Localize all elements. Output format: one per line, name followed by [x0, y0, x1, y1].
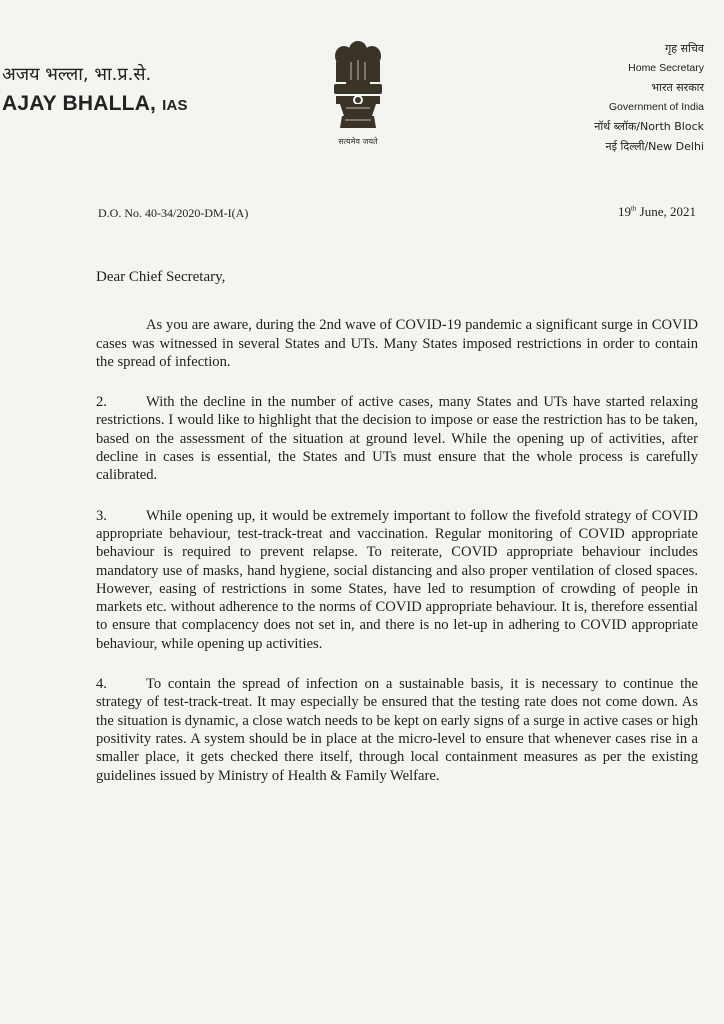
- office-block: नॉर्थ ब्लॉक/North Block: [594, 119, 704, 133]
- national-emblem-icon: [318, 36, 398, 154]
- sender-name-text: AJAY BHALLA,: [2, 92, 157, 115]
- paragraph-1: [96, 316, 698, 371]
- paragraph-text: To contain the spread of infection on a sustainable basis, it is necessary to continue the strategy of test-track-treat. It may especially be ensured that the testing rate does not come down. As the situation is dynamic, a close watch needs to be kept on early signs of a surge in active cases or high positivity rates. A system should be in place at the micro-level to ensure that whenever cases rise in a smaller place, it gets checked there itself, through local containment measures as per the existing guidelines issued by Ministry of Health & Family Welfare.: [96, 676, 698, 784]
- government-name-hindi: भारत सरकार: [651, 80, 704, 94]
- office-city: नई दिल्ली/New Delhi: [605, 139, 704, 153]
- date-month-year: June, 2021: [636, 204, 696, 219]
- emblem-motto: सत्यमेव जयते: [338, 137, 378, 146]
- salutation: Dear Chief Secretary,: [96, 269, 226, 285]
- paragraph-text: As you are aware, during the 2nd wave of COVID-19 pandemic a significant surge in COVID cases was witnessed in several States and UTs. Many States imposed restrictions in order to contain the spread of infection.: [96, 317, 698, 370]
- date-day: 19: [617, 204, 631, 219]
- sender-name-hindi: अजय भल्ला, भा.प्र.से.: [2, 64, 152, 85]
- paragraph-3: [96, 507, 698, 653]
- sender-service-suffix: IAS: [162, 97, 188, 114]
- paragraph-number: 3.: [96, 507, 107, 524]
- paragraph-text: While opening up, it would be extremely important to follow the fivefold strategy of COVID appropriate behaviour, test-track-treat and vaccination. Regular monitoring of COVID appropriate behaviour is required to prevent relapse. To reiterate, COVID appropriate behaviour includes mandatory use of masks, hand hygiene, social distancing and also proper ventilation of closed spaces. However, easing of restrictions in some States, have led to resumption of crowding of people in markets etc. without adherence to the norms of COVID appropriate behaviour. It is, therefore essential to ensure that complacency does not set in, and there is no let-up in adhering to COVID appropriate behaviour, while opening up activities.: [96, 507, 698, 652]
- letter-date: [618, 204, 696, 220]
- letter-body: [96, 268, 698, 807]
- paragraph-4: [96, 675, 698, 785]
- paragraph-number: 2.: [96, 394, 107, 411]
- paragraph-2: [96, 393, 698, 484]
- office-address: [554, 42, 704, 159]
- office-title: Home Secretary: [628, 61, 704, 74]
- government-name: Government of India: [608, 100, 704, 113]
- paragraph-number: 4.: [96, 676, 107, 693]
- paragraph-text: With the decline in the number of active cases, many States and UTs have started relaxing restrictions. I would like to highlight that the decision to impose or ease the restriction has to be taken, based on the assessment of the situation at ground level. While the opening up of activities, after decline in cases is essential, the States and UTs must ensure that the whole process is carefully calibrated.: [96, 394, 698, 484]
- date-ordinal: th: [630, 204, 637, 213]
- office-title-hindi: गृह सचिव: [665, 42, 704, 55]
- sender-name: [2, 92, 188, 116]
- do-number: D.O. No. 40-34/2020-DM-I(A): [98, 206, 249, 220]
